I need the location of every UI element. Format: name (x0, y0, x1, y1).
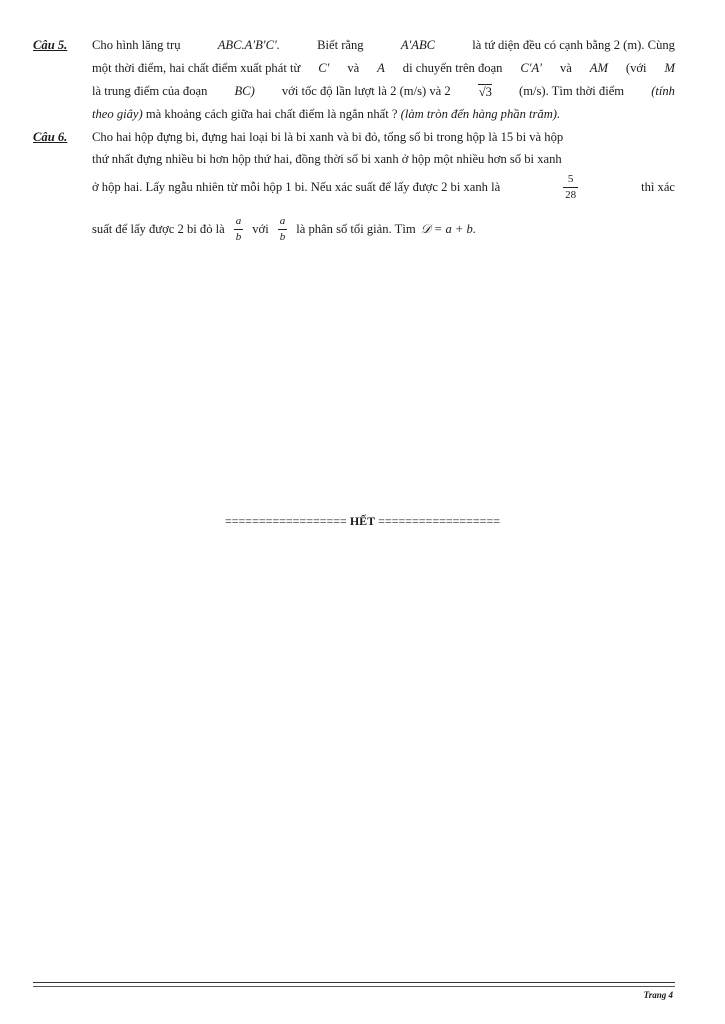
q5-line-1: Cho hình lăng trụ ABC.A′B′C′. Biết rằng A′ABC là tứ diện đều có cạnh bằng 2 (m). Cùng (92, 38, 675, 52)
q6-line-4: suất để lấy được 2 bi đỏ là $\frac{a}{b}$ với $\frac{a}{b}$ là phân số tối giản. Tìm 𝒟 = a + b. (92, 214, 477, 243)
q5-line-3: là trung điểm của đoạn BC) với tốc độ lần lượt là 2 (m/s) và 2 √3 (m/s). Tìm thời điểm (tính (92, 84, 675, 99)
question-5-label: Câu 5. (33, 38, 68, 52)
footer-rule-thick (33, 982, 675, 983)
question-6-label: Câu 6. (33, 130, 68, 144)
page-number: Trang 4 (643, 990, 673, 1000)
fraction-a-b-2: $\frac{a}{b}$ (279, 214, 286, 243)
q6-line-3: ở hộp hai. Lấy ngẫu nhiên từ mỗi hộp 1 bi. Nếu xác suất để lấy được 2 bi xanh là $\frac{5}{28}$ thì xác (92, 172, 675, 201)
end-marker: ================== HẾT ================== (225, 514, 500, 528)
q5-line-2: một thời điểm, hai chất điểm xuất phát từ C′ và A di chuyển trên đoạn C′A′ và AM (với M (92, 61, 675, 75)
fraction-a-b-1: $\frac{a}{b}$ (235, 214, 242, 243)
fraction-5-28: $\frac{5}{28}$ (565, 172, 577, 201)
q6-line-1: Cho hai hộp đựng bi, đựng hai loại bi là bi xanh và bi đỏ, tổng số bi trong hộp là 15 bi và hộp (92, 130, 564, 144)
end-text: HẾT (349, 514, 376, 528)
q5-line-4: theo giây) mà khoảng cách giữa hai chất điểm là ngắn nhất ? (làm tròn đến hàng phần trăm). (92, 107, 561, 121)
footer-rule-thin (33, 986, 675, 987)
q6-line-2: thứ nhất đựng nhiều bi hơn hộp thứ hai, đồng thời số bi xanh ở hộp một nhiều hơn số bi xanh (92, 152, 562, 166)
